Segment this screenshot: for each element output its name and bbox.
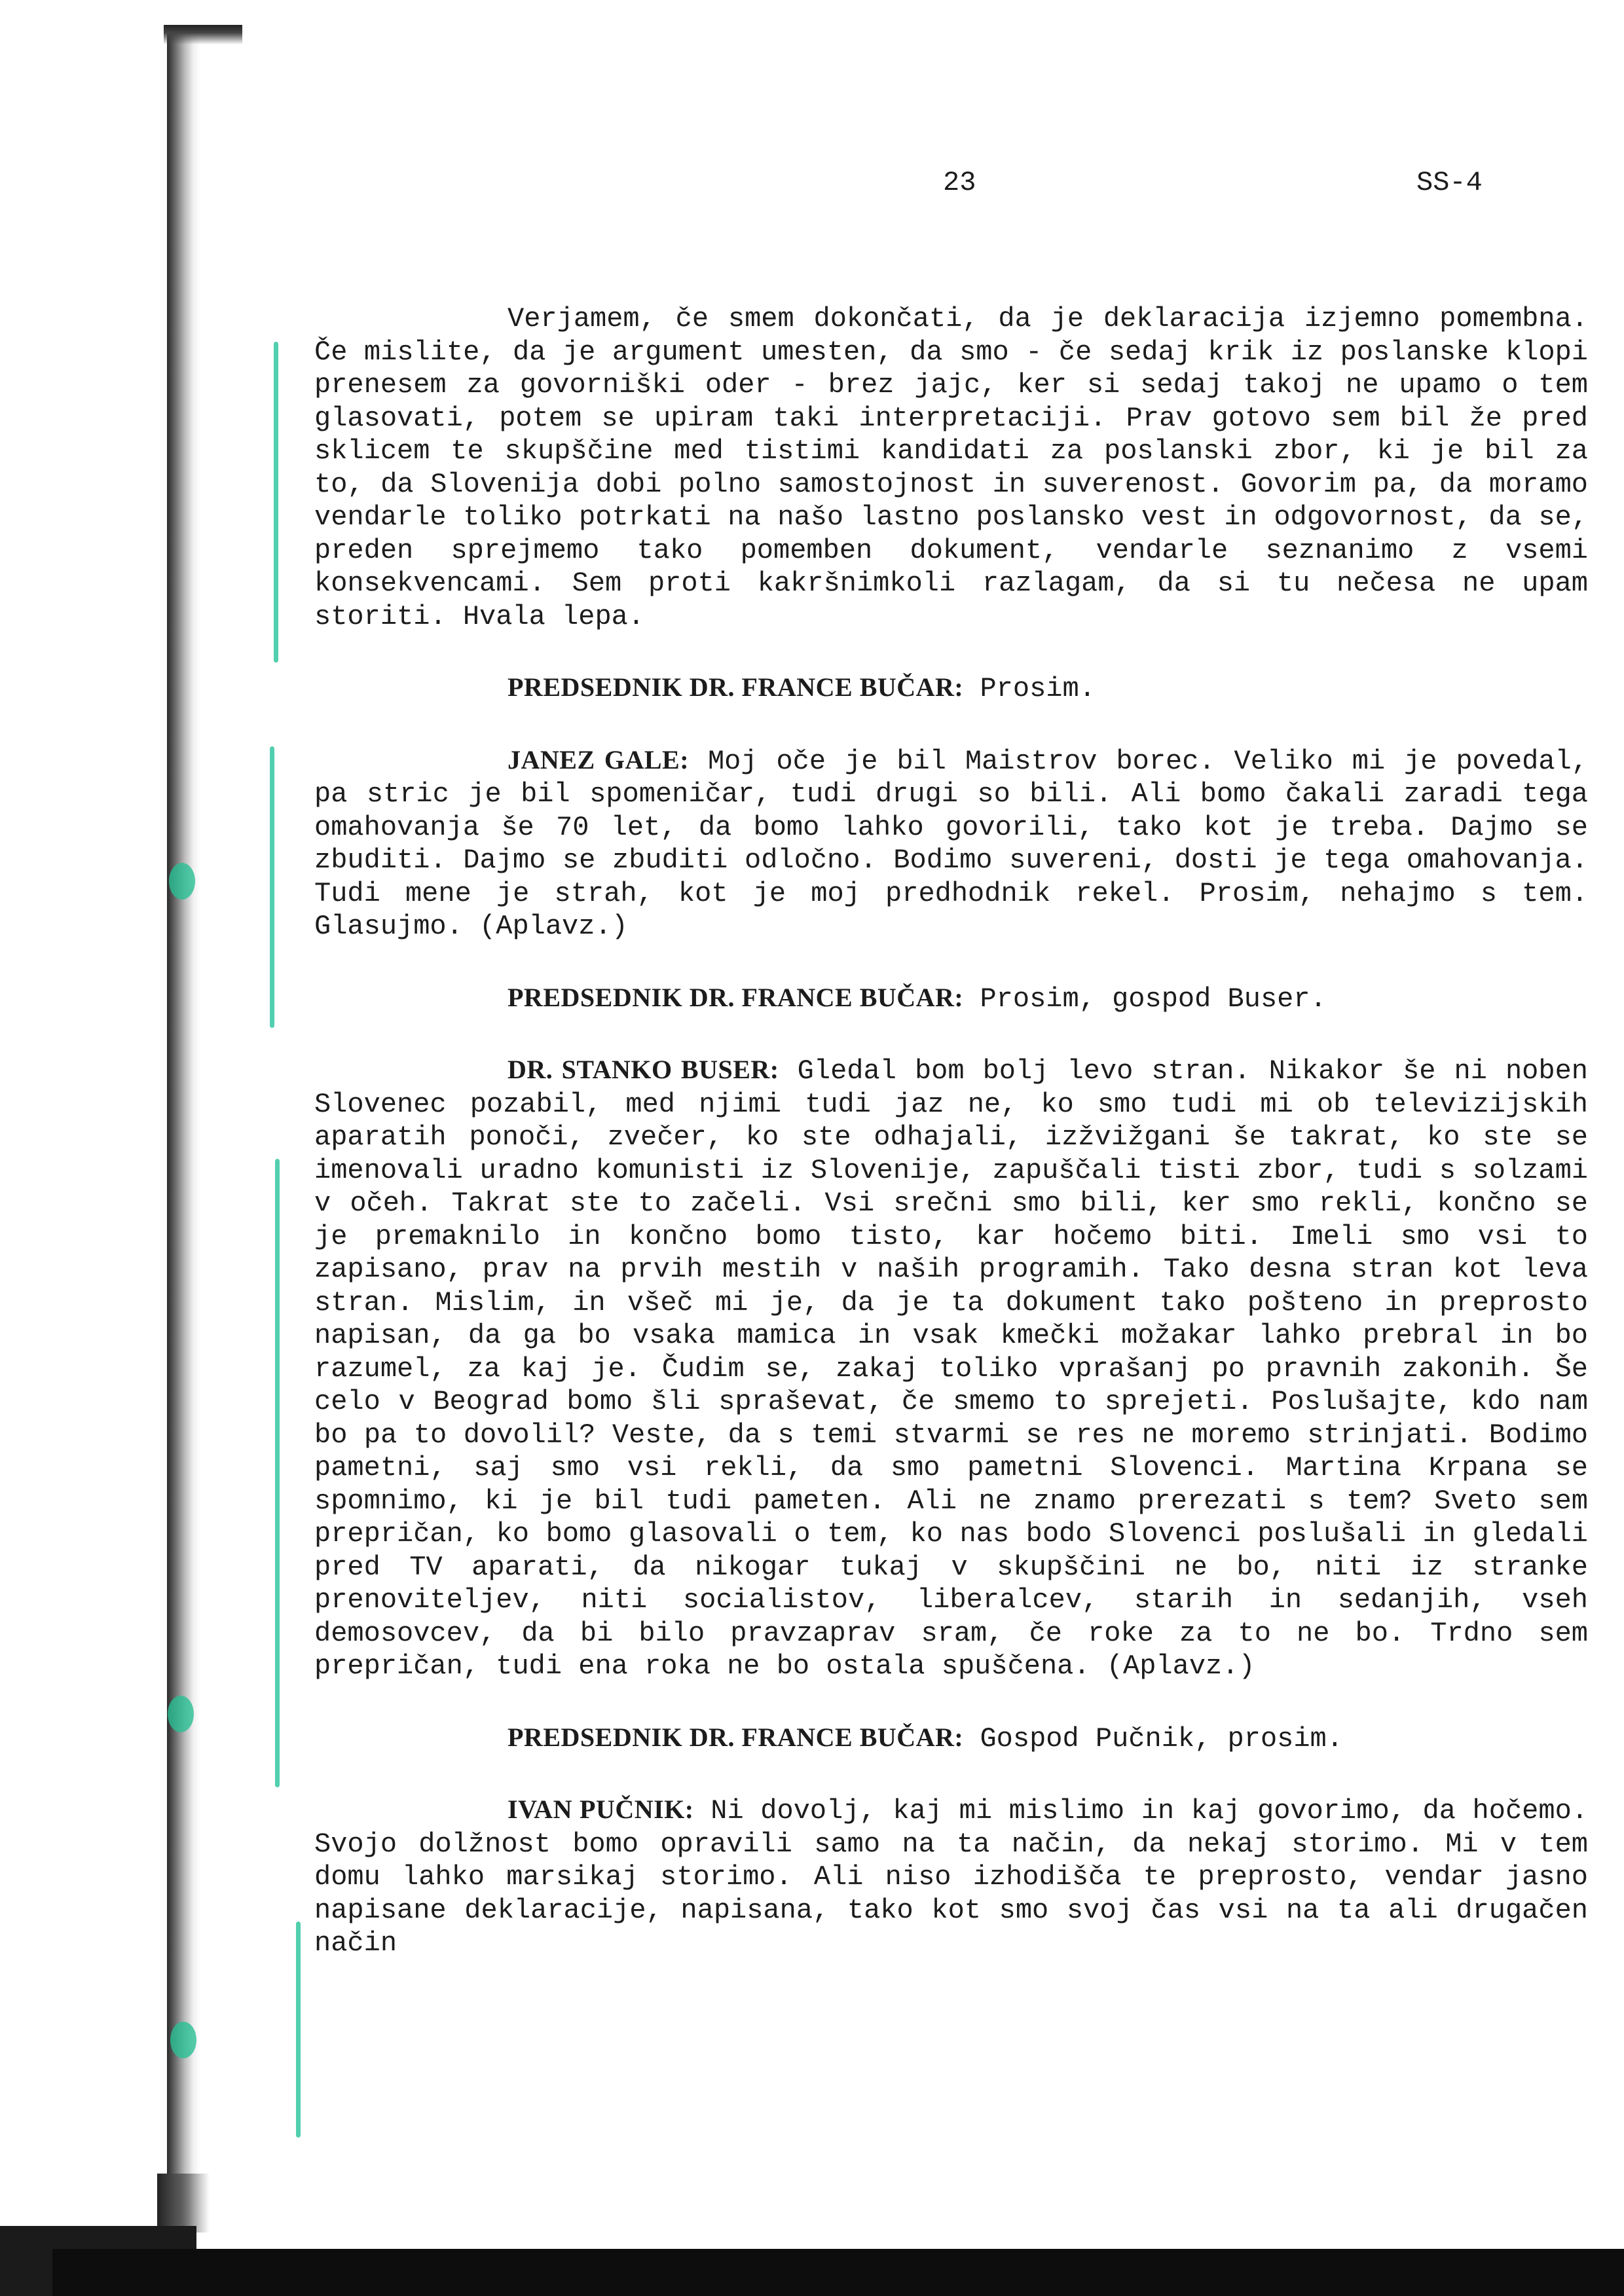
speaker-name: PREDSEDNIK DR. FRANCE BUČAR:	[507, 672, 964, 702]
binding-cap-top	[164, 25, 242, 45]
paragraph-text: Gledal bom bolj levo stran. Nikakor še ni noben Slovenec pozabil, med njimi tudi jaz ne, ko smo tudi mi ob televizijskih aparatih ponoči, zvečer, ko ste odhajali, izžvižgani še takrat, ko ste se imenovali uradno komunisti iz Slovenije, zapuščali tisti zbor, tudi s solzami v očeh. Takrat ste to začeli. Vsi srečni smo bili, ker smo rekli, končno se je premaknilo in končno bomo tisto, kar hočemo biti. Imeli smo vsi to zapisano, prav na prvih mestih v naših programih. Tako desna stran kot leva stran. Mislim, in všeč mi je, da je ta dokument tako pošteno in preprosto napisan, da ga bo vsaka mamica in vsak kmečki možakar lahko prebral in bo razumel, za kaj je. Čudim se, zakaj toliko vprašanj po pravnih zakonih. Še celo v Beograd bomo šli spraševat, če smemo to sprejeti. Poslušajte, kdo nam bo pa to dovolil? Veste, da s temi stvarmi se res ne moremo strinjati. Bodimo pametni, saj smo vsi rekli, da smo pametni Slovenci. Martina Krpana se spomnimo, ki je bil tudi pameten. Ali ne znamo prerezati s tem? Sveto sem prepričan, ko bomo glasovali o tem, ko nas bodo Slovenci poslušali in gledali pred TV aparati, da nikogar tukaj v skupščini ne bo, niti iz stranke prenoviteljev, niti socialistov, liberalcev, starih in sedanjih, vseh demosovcev, da bi bilo pravzaprav sram, če roke za to ne bo. Trdno sem prepričan, tudi ena roka ne bo ostala spuščena. (Aplavz.)	[314, 1055, 1588, 1682]
page-header	[0, 167, 1624, 206]
speaker-name: PREDSEDNIK DR. FRANCE BUČAR:	[507, 1722, 964, 1752]
document-code: SS-4	[1416, 167, 1483, 198]
binding-shadow	[167, 26, 200, 2226]
paragraph	[314, 302, 1588, 633]
paragraph-text: Gospod Pučnik, prosim.	[980, 1722, 1343, 1755]
scan-edge-bottom	[52, 2249, 1624, 2296]
transcript-body	[314, 302, 1588, 1960]
paragraph	[314, 1721, 1588, 1756]
paragraph	[314, 1053, 1588, 1683]
margin-marker	[296, 1922, 301, 2138]
page-number: 23	[943, 167, 976, 198]
paragraph	[314, 1793, 1588, 1960]
paragraph	[314, 671, 1588, 706]
paragraph-text: Verjamem, če smem dokončati, da je deklaracija izjemno pomembna. Če mislite, da je argument umesten, da smo - če sedaj krik iz poslanske klopi prenesem za govorniški oder - brez jajc, ker si sedaj takoj ne upamo o tem glasovati, potem se upiram taki interpretaciji. Prav gotovo sem bil že pred sklicem te skupščine med tistimi kandidati za poslanski zbor, ki je bil za to, da Slovenija dobi polno samostojnost in suverenost. Govorim pa, da moramo vendarle toliko potrkati na našo lastno poslansko vest in odgovornost, da se, preden sprejmemo tako pomemben dokument, vendarle seznanimo z vsemi konsekvencami. Sem proti kakršnimkoli razlagam, da si tu nečesa ne upam storiti. Hvala lepa.	[314, 303, 1588, 632]
paragraph-text: Prosim, gospod Buser.	[980, 983, 1327, 1015]
margin-marker	[275, 1159, 280, 1787]
margin-marker-dot	[170, 2022, 196, 2058]
paragraph-text: Moj oče je bil Maistrov borec. Veliko mi je povedal, pa stric je bil spomeničar, tudi drugi so bili. Ali bomo čakali zaradi tega omahovanja še 70 let, da bomo lahko govorili, tako kot je treba. Dajmo se zbuditi. Dajmo se zbuditi odločno. Bodimo suvereni, dosti je tega omahovanja. Tudi mene je strah, kot je moj predhodnik rekel. Prosim, nehajmo s tem. Glasujmo. (Aplavz.)	[314, 745, 1588, 942]
speaker-name: DR. STANKO BUSER:	[507, 1055, 779, 1084]
paragraph	[314, 744, 1588, 943]
binding-cap-bottom	[157, 2174, 210, 2232]
paragraph-text: Prosim.	[980, 673, 1096, 704]
margin-marker-dot	[169, 863, 195, 900]
speaker-name: IVAN PUČNIK:	[507, 1795, 694, 1824]
paragraph	[314, 981, 1588, 1016]
margin-marker	[274, 342, 278, 663]
speaker-name: PREDSEDNIK DR. FRANCE BUČAR:	[507, 982, 964, 1012]
margin-marker	[270, 746, 274, 1028]
speaker-name: JANEZ GALE:	[507, 744, 690, 774]
paragraph-text: Ni dovolj, kaj mi mislimo in kaj govorimo, da hočemo. Svojo dolžnost bomo opravili samo na ta način, da nekaj storimo. Mi v tem domu lahko marsikaj storimo. Ali niso izhodišča te preprosto, vendar jasno napisane deklaracije, napisana, tako kot smo svoj čas vsi na ta ali drugačen način	[314, 1795, 1588, 1959]
margin-marker-dot	[168, 1696, 194, 1732]
